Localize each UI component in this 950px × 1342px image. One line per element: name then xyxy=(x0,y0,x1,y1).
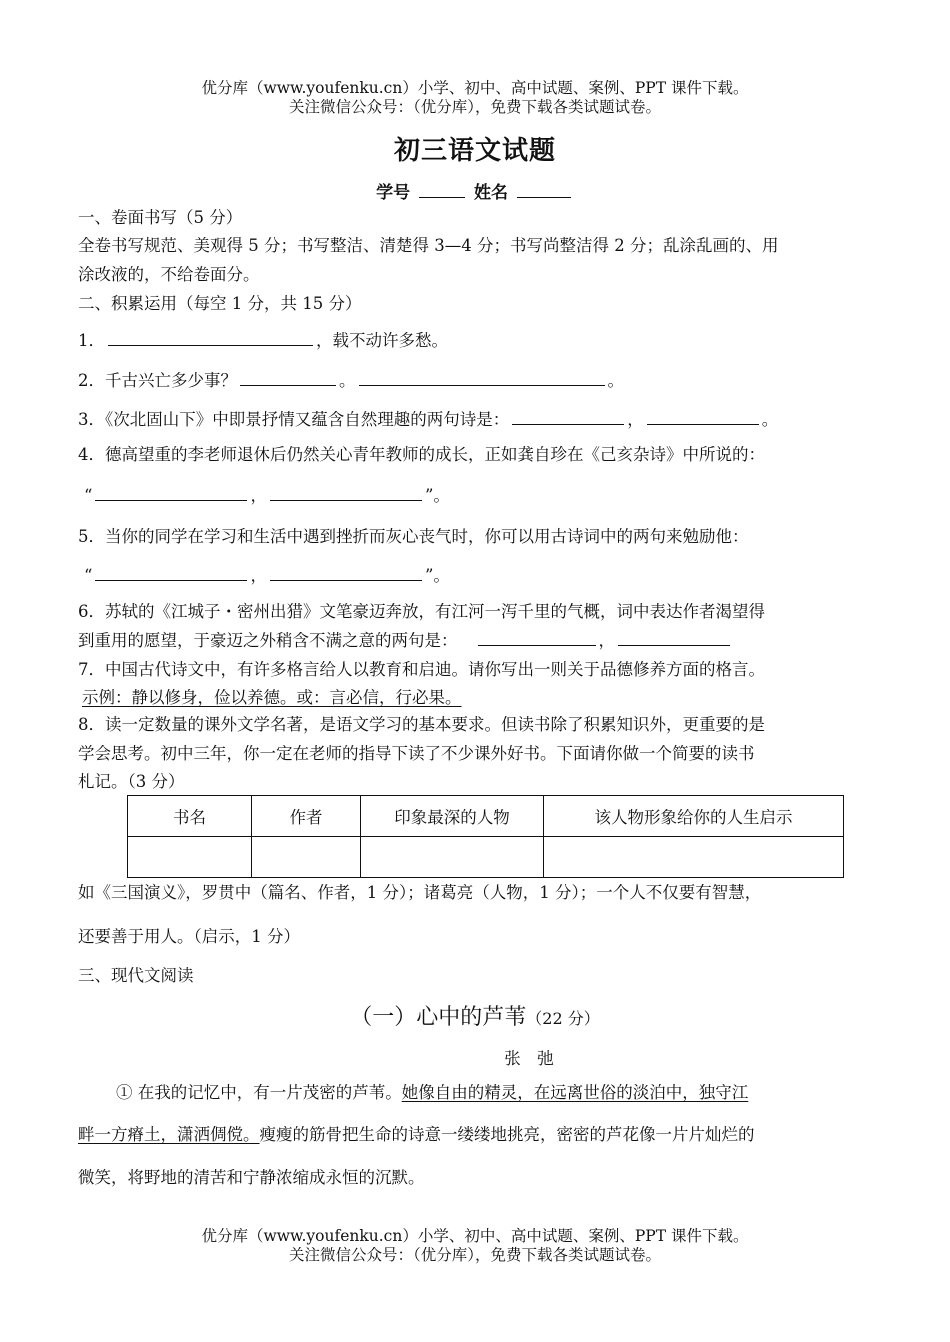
q2-text: 2．千古兴亡多少事？ xyxy=(78,371,237,390)
q2-blank-1[interactable] xyxy=(240,369,336,386)
question-7-answer: 示例：静以修身，俭以养德。或：言必信，行必果。 xyxy=(82,688,462,707)
table-header-row xyxy=(128,796,844,837)
q3-end: 。 xyxy=(761,410,779,429)
question-8-answer-2: 还要善于用人。（启示，1 分） xyxy=(78,927,300,946)
table-row xyxy=(128,837,844,878)
q1-number: 1． xyxy=(78,331,105,350)
id-line xyxy=(0,178,950,203)
q5-comma: ， xyxy=(250,566,267,585)
footer-line-1: 优分库（www.youfenku.cn）小学、初中、高中试题、案例、PPT 课件下载。 xyxy=(201,1227,749,1245)
reading-text: ① 在我的记忆中，有一片茂密的芦苇。 xyxy=(116,1083,402,1102)
q4-open-quote: “ xyxy=(84,486,93,505)
reading-para-1-line-2 xyxy=(78,1120,755,1149)
table-header-cell: 书名 xyxy=(128,796,252,837)
reading-author: 张 弛 xyxy=(504,1049,554,1068)
q6-blank-1[interactable] xyxy=(478,629,596,646)
q3-blank-2[interactable] xyxy=(647,408,759,425)
table-header-cell: 印象最深的人物 xyxy=(361,796,544,837)
question-5-blanks xyxy=(84,561,450,590)
reading-score: （22 分） xyxy=(526,1009,600,1028)
question-4: 4．德高望重的李老师退休后仍然关心青年教师的成长，正如龚自珍在《己亥杂诗》中所说的： xyxy=(78,445,765,464)
page-title: 初三语文试题 xyxy=(393,136,556,166)
reading-para-1-line-3: 微笑，将野地的清苦和宁静浓缩成永恒的沉默。 xyxy=(78,1168,425,1187)
table-input-cell[interactable] xyxy=(361,837,544,878)
table-input-cell[interactable] xyxy=(252,837,361,878)
q2-mid: 。 xyxy=(339,371,356,390)
question-5: 5．当你的同学在学习和生活中遇到挫折而灰心丧气时，你可以用古诗词中的两句来勉励他： xyxy=(78,527,749,546)
question-1 xyxy=(78,326,448,355)
reading-underlined-text: 她像自由的精灵，在远离世俗的淡泊中，独守江 xyxy=(401,1083,749,1102)
reading-title-text: （一）心中的芦苇 xyxy=(350,1005,527,1030)
question-7-line-1: 7．中国古代诗文中，有许多格言给人以教育和启迪。请你写出一则关于品德修养方面的格言。 xyxy=(78,660,765,679)
reading-text: 瘦瘦的筋骨把生命的诗意一缕缕地挑亮，密密的芦花像一片片灿烂的 xyxy=(259,1125,755,1144)
q4-blank-1[interactable] xyxy=(95,484,247,501)
table-input-cell[interactable] xyxy=(128,837,252,878)
question-4-blanks xyxy=(84,481,450,510)
table-header-cell: 作者 xyxy=(252,796,361,837)
q1-blank[interactable] xyxy=(108,329,313,346)
q3-blank-1[interactable] xyxy=(512,408,624,425)
q1-text: ，载不动许多愁。 xyxy=(316,331,448,350)
section-1-body-1: 全卷书写规范、美观得 5 分；书写整洁、清楚得 3—4 分；书写尚整洁得 2 分；乱涂乱画的、用 xyxy=(78,236,779,255)
section-3-title: 三、现代文阅读 xyxy=(78,966,194,985)
table-header-cell: 该人物形象给你的人生启示 xyxy=(544,796,844,837)
section-1-title: 一、卷面书写（5 分） xyxy=(78,208,243,227)
student-no-blank[interactable] xyxy=(419,181,465,198)
section-2-title: 二、积累运用（每空 1 分，共 15 分） xyxy=(78,294,362,313)
q5-close-quote: ”。 xyxy=(424,566,450,585)
footer-line-2: 关注微信公众号：（优分库），免费下载各类试题试卷。 xyxy=(288,1246,661,1264)
q6-comma: ， xyxy=(598,631,615,650)
question-6-line-2 xyxy=(78,626,733,655)
q6-blank-2[interactable] xyxy=(618,629,730,646)
q3-text: 3．《次北固山下》中即景抒情又蕴含自然理趣的两句诗是： xyxy=(78,410,510,429)
q5-open-quote: “ xyxy=(84,566,93,585)
question-8-answer-1: 如《三国演义》，罗贯中（篇名、作者，1 分）；诸葛亮（人物，1 分）；一个人不仅要有智慧， xyxy=(78,883,762,902)
question-6-line-1: 6．苏轼的《江城子・密州出猎》文笔豪迈奔放，有江河一泻千里的气概，词中表达作者渴望得 xyxy=(78,602,765,621)
q5-blank-1[interactable] xyxy=(95,564,247,581)
reading-underlined-text: 畔一方瘠土，潇洒倜傥。 xyxy=(78,1125,260,1144)
section-1-body-2: 涂改液的，不给卷面分。 xyxy=(78,265,260,284)
q4-close-quote: ”。 xyxy=(424,486,450,505)
header-line-1: 优分库（www.youfenku.cn）小学、初中、高中试题、案例、PPT 课件下载。 xyxy=(201,79,749,97)
question-3 xyxy=(78,405,778,434)
question-8-line-3: 札记。（3 分） xyxy=(78,772,185,791)
question-8-line-1: 8．读一定数量的课外文学名著，是语文学习的基本要求。但读书除了积累知识外，更重要的是 xyxy=(78,715,765,734)
question-8-line-2: 学会思考。初中三年，你一定在老师的指导下读了不少课外好书。下面请你做一个简要的读书 xyxy=(78,744,755,763)
question-2 xyxy=(78,366,624,395)
reading-para-1-line-1 xyxy=(116,1078,748,1107)
q4-comma: ， xyxy=(250,486,267,505)
q6-text: 到重用的愿望，于豪迈之外稍含不满之意的两句是： xyxy=(78,631,458,650)
name-blank[interactable] xyxy=(517,181,571,198)
table-input-cell[interactable] xyxy=(544,837,844,878)
student-no-label: 学号 xyxy=(376,183,411,203)
reading-title xyxy=(0,1000,950,1031)
reading-notes-table xyxy=(127,795,844,878)
header-line-2: 关注微信公众号：（优分库），免费下载各类试题试卷。 xyxy=(288,98,661,116)
q3-comma: ， xyxy=(627,410,644,429)
q2-end: 。 xyxy=(607,371,624,390)
q4-blank-2[interactable] xyxy=(270,484,422,501)
name-label: 姓名 xyxy=(473,183,508,203)
q5-blank-2[interactable] xyxy=(270,564,422,581)
q2-blank-2[interactable] xyxy=(359,369,605,386)
